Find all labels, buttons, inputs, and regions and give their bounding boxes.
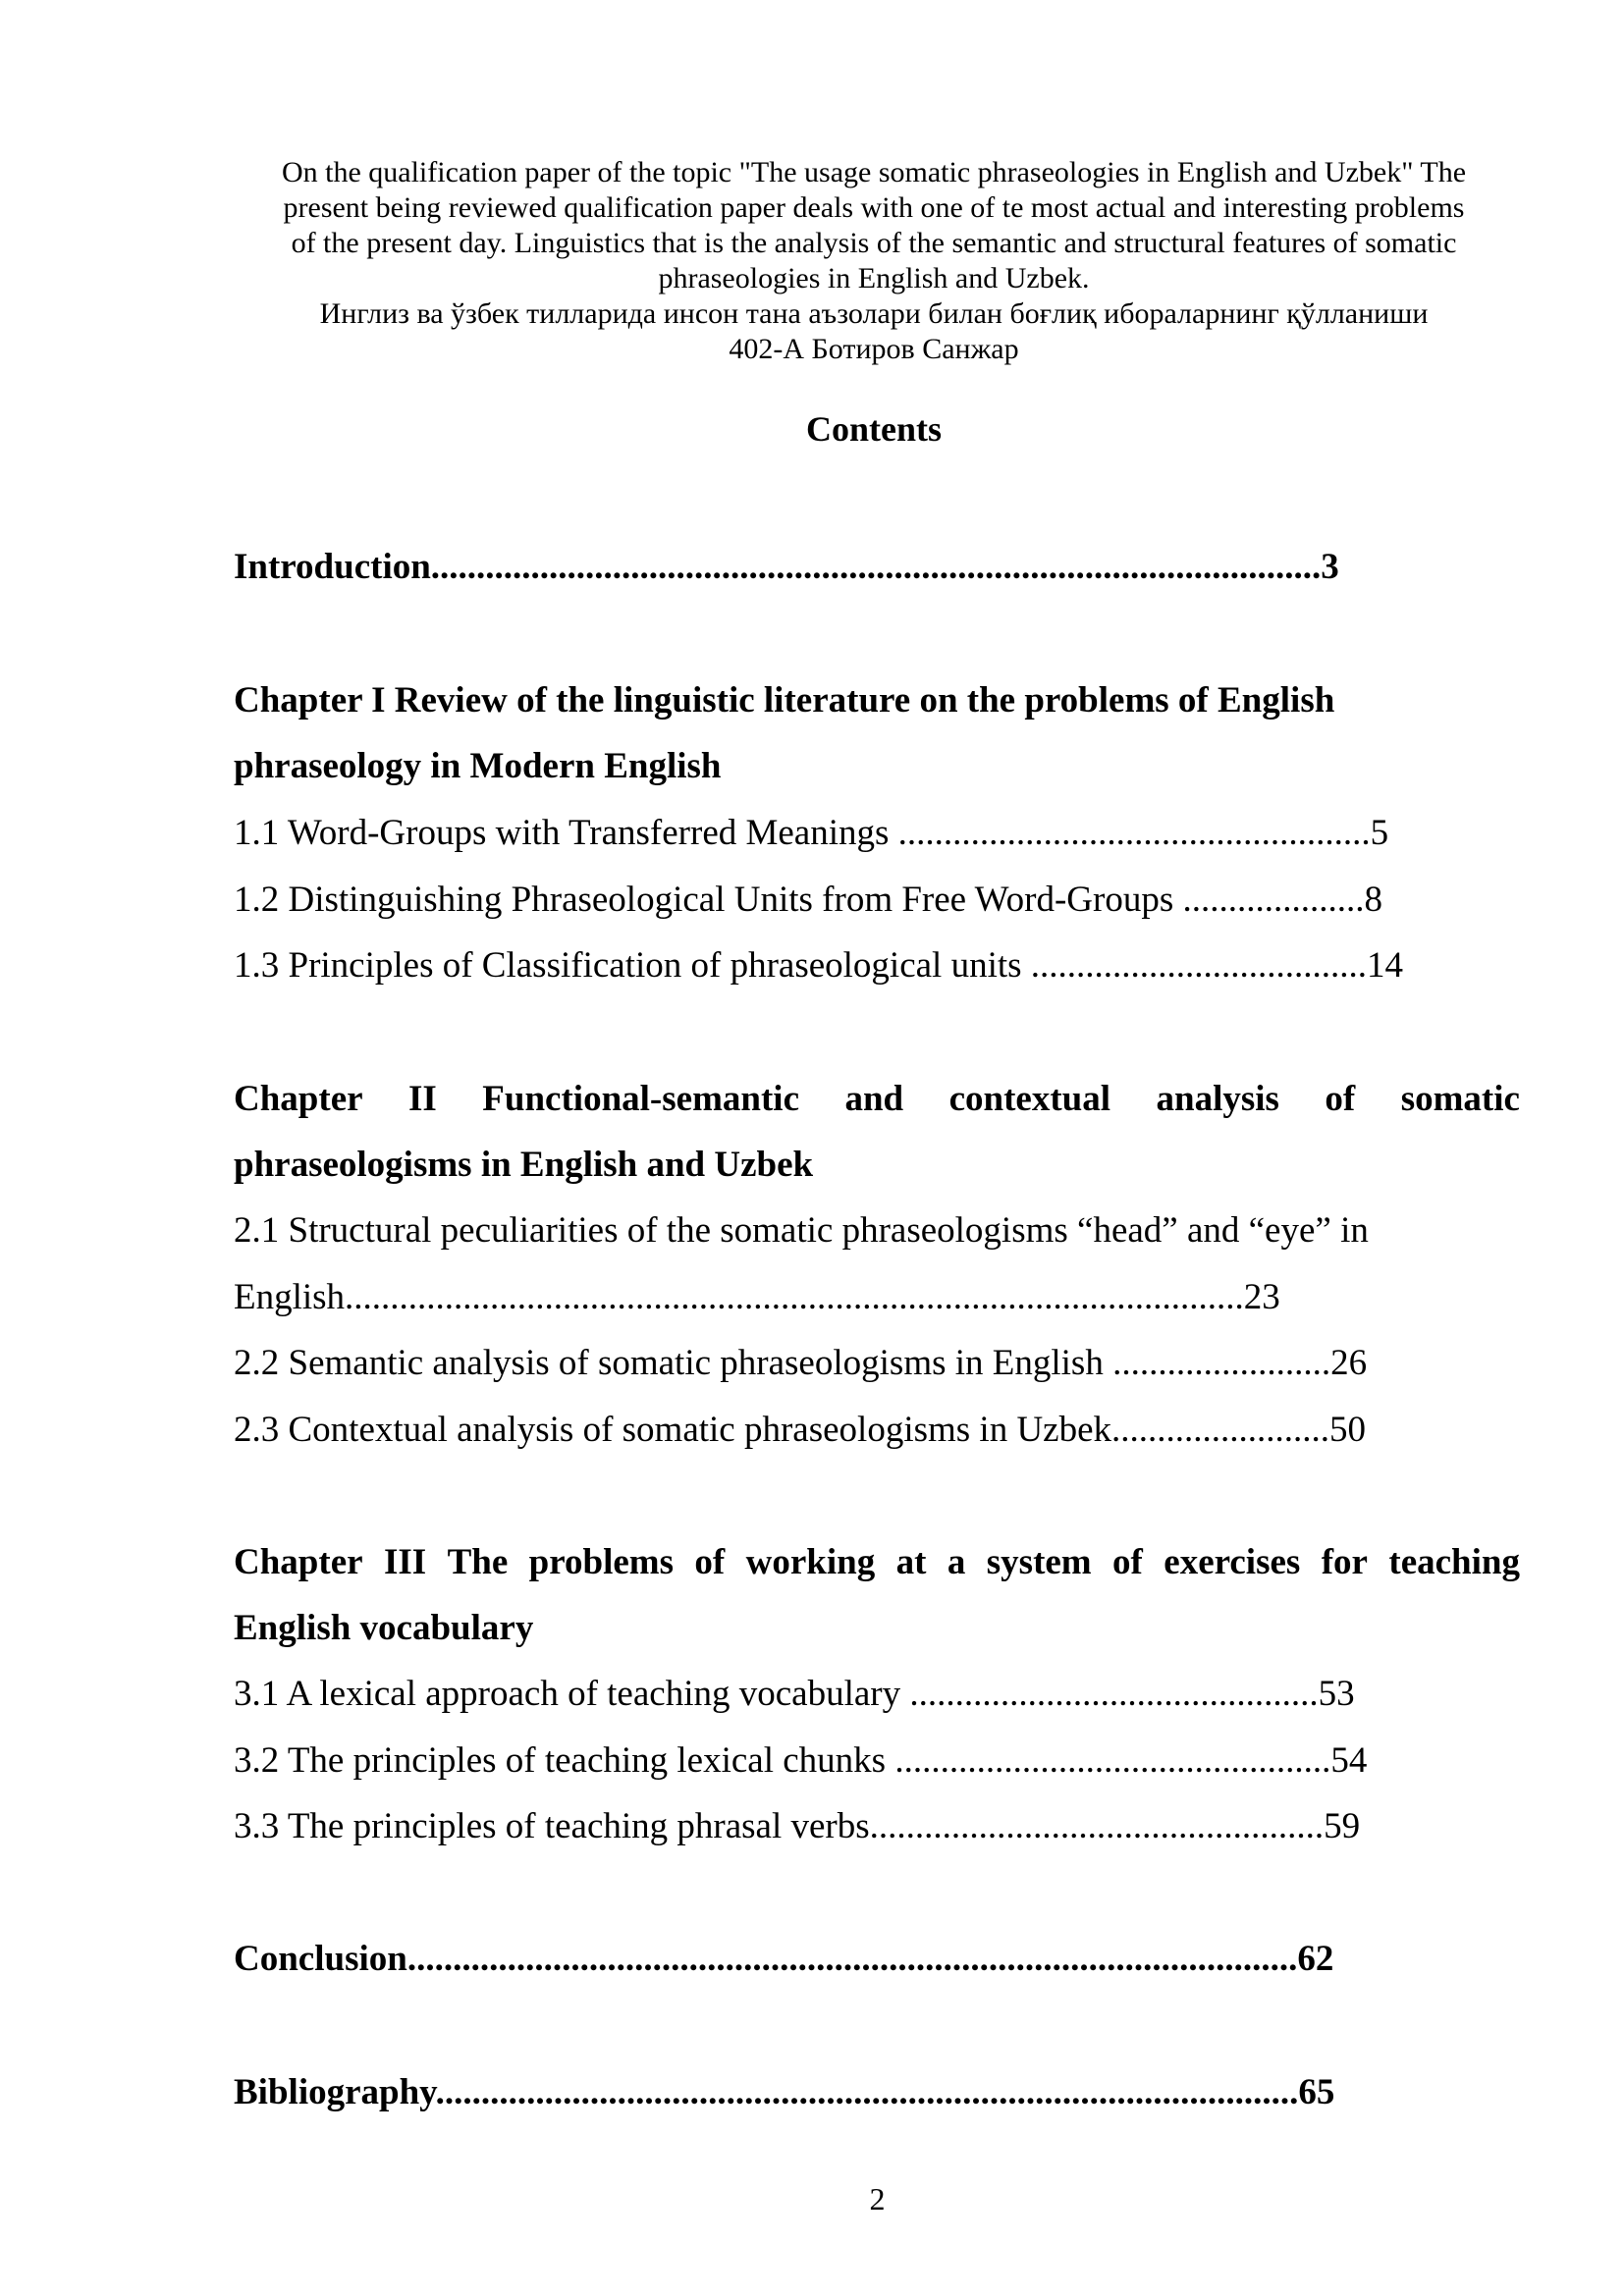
toc-word: exercises bbox=[1164, 1542, 1301, 1582]
toc-conclusion[interactable]: Conclusion..................................................................................................62 bbox=[234, 1939, 1334, 1979]
toc-word: at bbox=[895, 1542, 927, 1582]
toc-bibliography[interactable]: Bibliography...............................................................................................65 bbox=[234, 2072, 1335, 2112]
header-line-author: 402-А Ботиров Санжар bbox=[729, 333, 1019, 365]
toc-word: The bbox=[447, 1542, 509, 1582]
toc-introduction[interactable]: Introduction..................................................................................................3 bbox=[234, 547, 1339, 587]
toc-chapter-3-title[interactable] bbox=[234, 1541, 1520, 1584]
toc-word: somatic bbox=[1400, 1079, 1520, 1119]
toc-word: working bbox=[745, 1542, 876, 1582]
toc-section-1-3[interactable]: 1.3 Principles of Classification of phraseological units .....................................14 bbox=[234, 945, 1404, 986]
header-line-uzbek-title: Инглиз ва ўзбек тилларида инсон тана аъзолари билан боғлиқ ибораларнинг қўлланиши bbox=[319, 297, 1429, 330]
header-line: of the present day. Linguistics that is the analysis of the semantic and structural features of somatic bbox=[291, 227, 1457, 259]
toc-word: II bbox=[408, 1079, 437, 1119]
toc-section-3-3[interactable]: 3.3 The principles of teaching phrasal verbs..................................................59 bbox=[234, 1806, 1361, 1846]
toc-word: of bbox=[694, 1542, 726, 1582]
toc-chapter-1-title[interactable]: Chapter I Review of the linguistic literature on the problems of English bbox=[234, 680, 1335, 721]
toc-word: analysis bbox=[1156, 1079, 1279, 1119]
toc-chapter-3-title-cont[interactable]: English vocabulary bbox=[234, 1608, 534, 1648]
toc-section-3-2[interactable]: 3.2 The principles of teaching lexical chunks ................................................54 bbox=[234, 1740, 1368, 1781]
toc-section-1-2[interactable]: 1.2 Distinguishing Phraseological Units from Free Word-Groups ....................8 bbox=[234, 880, 1382, 920]
toc-chapter-2-title[interactable] bbox=[234, 1078, 1520, 1121]
toc-section-2-2[interactable]: 2.2 Semantic analysis of somatic phraseologisms in English ........................26 bbox=[234, 1343, 1368, 1383]
toc-word: III bbox=[383, 1542, 427, 1582]
toc-section-3-1[interactable]: 3.1 A lexical approach of teaching vocabulary .............................................53 bbox=[234, 1674, 1355, 1714]
header-line: On the qualification paper of the topic "The usage somatic phraseologies in English and Uzbek" The bbox=[281, 156, 1467, 188]
toc-chapter-2-title-cont[interactable]: phraseologisms in English and Uzbek bbox=[234, 1145, 814, 1185]
toc-word: for bbox=[1321, 1542, 1368, 1582]
reviewer-header bbox=[226, 155, 1522, 367]
toc-section-2-1-cont[interactable]: English...................................................................................................23 bbox=[234, 1277, 1280, 1317]
toc-word: of bbox=[1112, 1542, 1143, 1582]
toc-word: contextual bbox=[948, 1079, 1111, 1119]
toc-section-2-3[interactable]: 2.3 Contextual analysis of somatic phraseologisms in Uzbek........................50 bbox=[234, 1410, 1367, 1450]
toc-word: and bbox=[844, 1079, 904, 1119]
toc-word: teaching bbox=[1388, 1542, 1520, 1582]
header-line: phraseologies in English and Uzbek. bbox=[658, 262, 1090, 294]
toc-section-1-1[interactable]: 1.1 Word-Groups with Transferred Meanings ....................................................5 bbox=[234, 813, 1389, 853]
toc-word: Chapter bbox=[234, 1542, 363, 1582]
toc-word: a bbox=[947, 1542, 966, 1582]
page-number: 2 bbox=[869, 2181, 886, 2216]
toc-section-2-1[interactable]: 2.1 Structural peculiarities of the somatic phraseologisms “head” and “eye” in bbox=[234, 1210, 1369, 1251]
toc-word: Chapter bbox=[234, 1079, 363, 1119]
toc-word: problems bbox=[528, 1542, 674, 1582]
toc-chapter-1-title-cont[interactable]: phraseology in Modern English bbox=[234, 746, 722, 786]
toc-word: Functional-semantic bbox=[482, 1079, 799, 1119]
toc-word: system bbox=[986, 1542, 1092, 1582]
toc-word: of bbox=[1325, 1079, 1356, 1119]
header-line: present being reviewed qualification paper deals with one of te most actual and interesting problems bbox=[283, 191, 1465, 224]
contents-heading: Contents bbox=[805, 409, 942, 449]
